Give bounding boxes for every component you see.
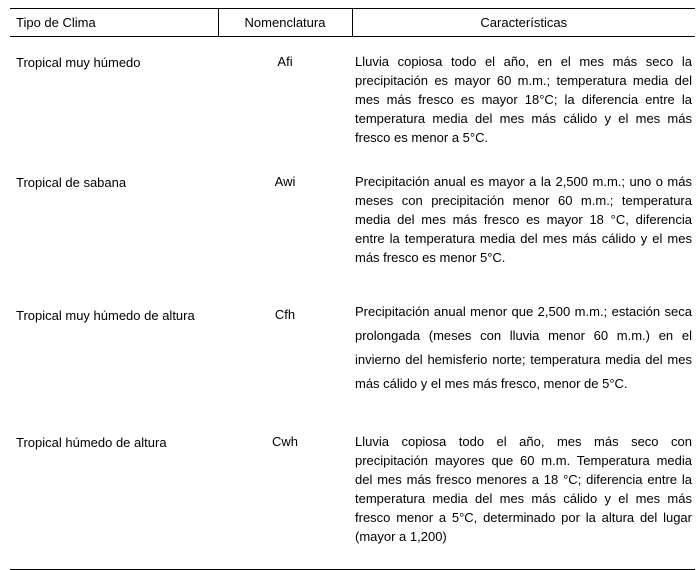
table-row bbox=[10, 157, 695, 290]
cell-nomenclatura: Cwh bbox=[218, 417, 352, 570]
table-header bbox=[10, 9, 695, 37]
cell-tipo: Tropical muy húmedo de altura bbox=[16, 308, 195, 323]
header-row bbox=[10, 9, 695, 37]
cell-tipo: Tropical muy húmedo bbox=[16, 55, 141, 70]
cell-caracteristicas: Lluvia copiosa todo el año, mes más seco con precipitación mayores que 60 m.m. Temperatura media del mes más fresco menores a 18 °C; diferencia entre la temperatura media del mes más cálido y el mes más fresco menor a 5°C, determinado por la altura del lugar (mayor a 1,200) bbox=[352, 417, 695, 570]
table-row bbox=[10, 37, 695, 158]
table-row bbox=[10, 417, 695, 570]
header-caracteristicas: Características bbox=[352, 9, 695, 37]
header-nomenclatura: Nomenclatura bbox=[218, 9, 352, 37]
cell-caracteristicas: Precipitación anual menor que 2,500 m.m.; estación seca prolongada (meses con lluvia menor 60 m.m.) en el invierno del hemisferio norte; temperatura media del mes más cálido y el mes más fresco, menor de 5°C. bbox=[355, 304, 692, 391]
cell-tipo: Tropical de sabana bbox=[16, 175, 127, 190]
cell-nomenclatura: Cfh bbox=[274, 307, 296, 322]
table-row bbox=[10, 290, 695, 417]
cell-nomenclatura: Awi bbox=[274, 174, 296, 189]
cell-nomenclatura: Afi bbox=[277, 54, 293, 69]
header-tipo-de-clima: Tipo de Clima bbox=[10, 9, 218, 37]
cell-tipo: Tropical húmedo de altura bbox=[10, 417, 218, 570]
cell-caracteristicas: Lluvia copiosa todo el año, en el mes más seco la precipitación es mayor 60 m.m.; temperatura media del mes más fresco es mayor 18°C; la diferencia entre la temperatura media del mes más cálido y el mes más fresco es menor a 5°C. bbox=[355, 54, 692, 145]
climate-table bbox=[10, 8, 695, 570]
table-body bbox=[10, 37, 695, 570]
cell-caracteristicas: Precipitación anual es mayor a la 2,500 m.m.; uno o más meses con precipitación menor 60 m.m.; temperatura media del mes más fresco es mayor 18 °C, diferencia entre la temperatura media del mes más cálido y el mes más fresco es menor 5°C. bbox=[355, 174, 692, 265]
